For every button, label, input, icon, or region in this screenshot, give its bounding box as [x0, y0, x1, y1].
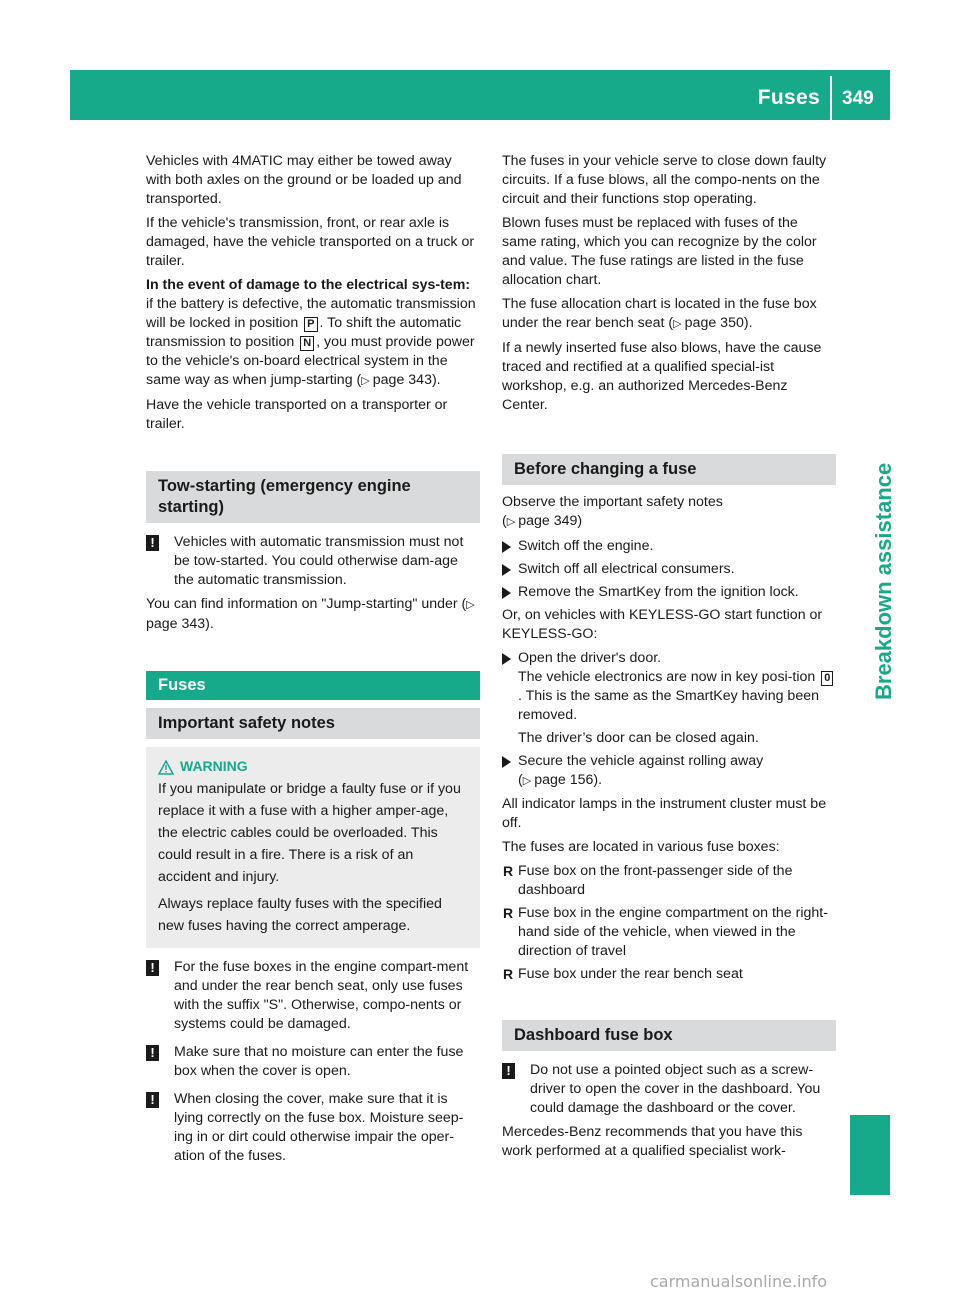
- step-text: Open the driver's door.: [518, 650, 662, 666]
- step-text: . This is the same as the SmartKey having been removed.: [518, 688, 819, 723]
- page-ref-link[interactable]: page 350).: [684, 315, 753, 331]
- step-item: [502, 649, 836, 748]
- bullet-icon: R: [503, 905, 514, 921]
- text-run: . To shift the automatic transmission to position: [146, 315, 462, 350]
- bullet-icon: R: [503, 863, 514, 879]
- text-run: The fuse allocation chart is located in the fuse box under the rear bench seat (: [502, 296, 817, 331]
- step-arrow-icon: [502, 541, 511, 553]
- text-run: , you must provide power to the vehicle's on-board electrical system in the same way as when jump-starting (: [146, 334, 475, 388]
- paragraph: Or, on vehicles with KEYLESS-GO start function or KEYLESS-GO:: [502, 607, 823, 642]
- page-ref-link[interactable]: page 343).: [372, 372, 441, 388]
- page-ref-link[interactable]: page 349): [518, 513, 583, 529]
- section-heading-safety-notes: Important safety notes: [146, 708, 480, 739]
- paragraph: [146, 595, 480, 634]
- section-heading-fuses: Fuses: [146, 671, 480, 700]
- step-arrow-icon: [502, 564, 511, 576]
- warning-text: Always replace faulty fuses with the specified new fuses having the correct amperage.: [158, 896, 442, 934]
- step-item: [502, 583, 836, 602]
- page-ref-arrow-icon: ▷: [673, 318, 685, 330]
- paragraph: Mercedes-Benz recommends that you have this work performed at a qualified specialist work-: [502, 1124, 803, 1159]
- paragraph: Blown fuses must be replaced with fuses of the same rating, which you can recognize by the color and value. The fuse ratings are listed in the fuse allocation chart.: [502, 215, 817, 288]
- notice-item: [146, 958, 480, 1034]
- gear-position-n-symbol: N: [300, 336, 314, 351]
- header-bar: [70, 70, 890, 120]
- notice-icon: !: [146, 1045, 159, 1061]
- list-item: [502, 904, 836, 961]
- paragraph: [146, 276, 480, 391]
- text-run: (: [502, 513, 507, 529]
- text-run: You can find information on "Jump-starting" under (: [146, 596, 467, 612]
- list-item-text: Fuse box on the front-passenger side of the dashboard: [518, 863, 793, 898]
- warning-header: [158, 755, 468, 778]
- warning-box: [146, 747, 480, 948]
- step-text: Secure the vehicle against rolling away: [518, 753, 764, 769]
- list-item-text: Fuse box under the rear bench seat: [518, 966, 743, 982]
- notice-text: Make sure that no moisture can enter the fuse box when the cover is open.: [174, 1044, 464, 1079]
- text-run: if the battery is defective, the automatic transmission will be locked in position: [146, 296, 476, 331]
- notice-item: [146, 1043, 480, 1081]
- sidebar-thumb-tab: [850, 1115, 890, 1195]
- section-heading-dashboard-fuse-box: Dashboard fuse box: [502, 1020, 836, 1051]
- step-text: The vehicle electronics are now in key posi-tion: [518, 669, 820, 685]
- page-ref-arrow-icon: ▷: [522, 775, 535, 787]
- step-text: Switch off the engine.: [518, 538, 654, 554]
- list-item-text: Fuse box in the engine compartment on the right-hand side of the vehicle, when viewed in the direction of travel: [518, 905, 828, 959]
- step-item: [502, 537, 836, 556]
- sidebar-chapter-label: Breakdown assistance: [871, 462, 896, 700]
- list-item: [502, 862, 836, 900]
- page-ref-arrow-icon: ▷: [361, 375, 373, 387]
- step-text: Remove the SmartKey from the ignition lock.: [518, 584, 799, 600]
- step-arrow-icon: [502, 756, 511, 768]
- paragraph: All indicator lamps in the instrument cluster must be off.: [502, 796, 827, 831]
- notice-item: [146, 533, 480, 590]
- notice-text: When closing the cover, make sure that it is lying correctly on the fuse box. Moisture seep-ing in or dirt could otherwise impair the oper-ation of the fuses.: [174, 1091, 464, 1164]
- paragraph: [502, 295, 836, 334]
- step-item: [502, 560, 836, 579]
- watermark: carmanualsonline.info: [650, 1272, 828, 1291]
- page-ref-link[interactable]: page 343).: [146, 616, 214, 632]
- notice-item: [502, 1061, 836, 1118]
- step-arrow-icon: [502, 653, 511, 665]
- page-ref-link[interactable]: page 156).: [534, 772, 603, 788]
- notice-icon: !: [502, 1063, 515, 1079]
- step-arrow-icon: [502, 587, 511, 599]
- step-result: The driver’s door can be closed again.: [518, 730, 759, 746]
- left-column: [146, 152, 480, 1171]
- list-item: [502, 965, 836, 984]
- bold-lead: In the event of damage to the electrical sys-tem:: [146, 277, 471, 293]
- notice-text: Do not use a pointed object such as a screw-driver to open the cover in the dashboard. You could damage the dashboard or the cover.: [530, 1062, 821, 1116]
- notice-text: Vehicles with automatic transmission must not be tow-started. You could otherwise dam-age the automatic transmission.: [174, 534, 464, 588]
- section-heading-before-changing: Before changing a fuse: [502, 454, 836, 485]
- page-number: 349: [842, 88, 874, 109]
- text-run: (: [518, 772, 523, 788]
- warning-text: If you manipulate or bridge a faulty fuse or if you replace it with a fuse with a higher amper-age, the electric cables could be overloaded. This could result in a fire. There is a risk of an accident and injury.: [158, 781, 461, 885]
- warning-triangle-icon: [158, 760, 174, 775]
- notice-icon: !: [146, 960, 159, 976]
- paragraph: [502, 493, 836, 532]
- notice-text: For the fuse boxes in the engine compart-ment and under the rear bench seat, only use fuses with the suffix "S". Otherwise, compo-nents or systems could be damaged.: [174, 959, 469, 1032]
- section-heading-tow-starting: Tow-starting (emergency engine starting): [146, 471, 480, 523]
- warning-title: WARNING: [180, 758, 248, 774]
- paragraph: If the vehicle's transmission, front, or rear axle is damaged, have the vehicle transported on a truck or trailer.: [146, 215, 475, 269]
- step-text: Switch off all electrical consumers.: [518, 561, 735, 577]
- notice-item: [146, 1090, 480, 1166]
- right-column: [502, 152, 836, 1166]
- bullet-icon: R: [503, 966, 514, 982]
- paragraph: Have the vehicle transported on a transporter or trailer.: [146, 397, 448, 432]
- step-item: [502, 752, 836, 791]
- page-ref-arrow-icon: ▷: [506, 516, 519, 528]
- key-position-0-symbol: 0: [821, 671, 833, 686]
- paragraph: If a newly inserted fuse also blows, have the cause traced and rectified at a qualified special-ist workshop, e.g. an authorized Mercedes-Benz Center.: [502, 340, 822, 413]
- page-section-title: Fuses: [757, 86, 820, 109]
- text-run: Observe the important safety notes: [502, 494, 723, 510]
- header-divider: [830, 76, 832, 120]
- gear-position-p-symbol: P: [304, 317, 317, 332]
- paragraph: The fuses in your vehicle serve to close down faulty circuits. If a fuse blows, all the compo-nents on the circuit and their functions stop operating.: [502, 153, 827, 207]
- notice-icon: !: [146, 1092, 159, 1108]
- notice-icon: !: [146, 535, 159, 551]
- paragraph: The fuses are located in various fuse boxes:: [502, 839, 780, 855]
- paragraph: Vehicles with 4MATIC may either be towed away with both axles on the ground or be loaded up and transported.: [146, 153, 462, 207]
- page-ref-arrow-icon: ▷: [466, 599, 475, 611]
